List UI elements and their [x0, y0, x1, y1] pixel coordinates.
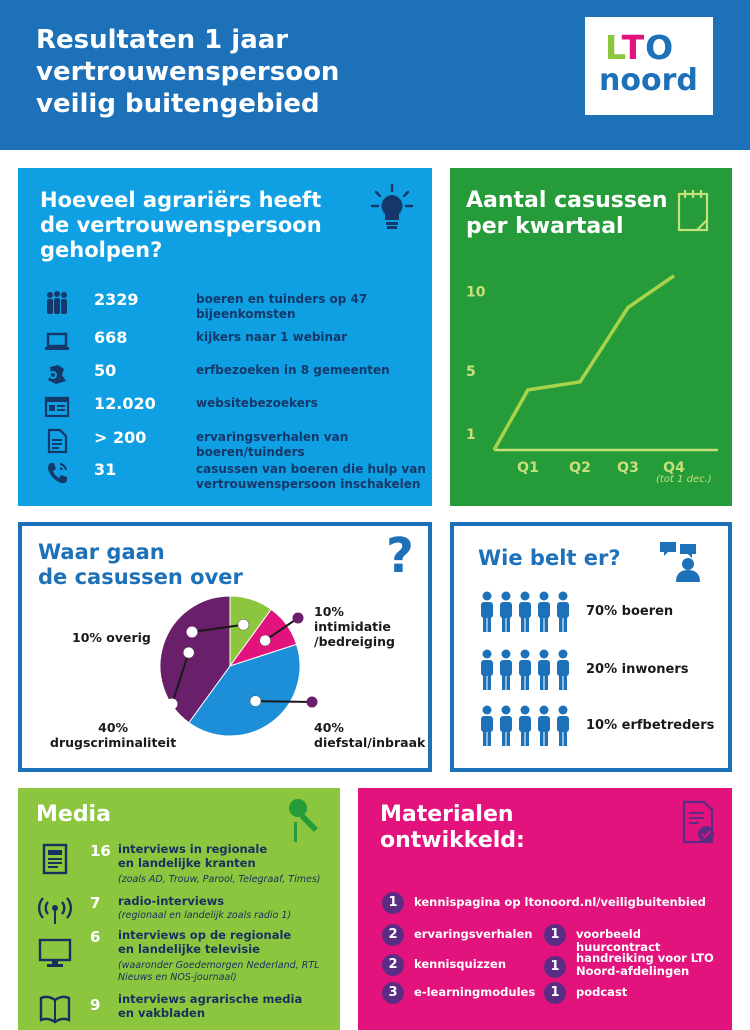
label-line: drugscriminaliteit [50, 735, 177, 750]
stat-text: ervaringsverhalen van boeren/tuinders [196, 430, 349, 459]
media-text [118, 842, 328, 870]
material-count: 2 [382, 924, 404, 946]
caller-row [476, 704, 728, 750]
title-line: per kwartaal [466, 214, 624, 239]
media-text [118, 928, 328, 956]
slice-label [314, 604, 395, 649]
laptop-icon [44, 328, 70, 354]
materials-title [380, 802, 525, 854]
stat-text: casussen van boeren die hulp van vertrouwenspersoon inschakelen [196, 462, 426, 491]
material-item [382, 982, 542, 1008]
person-figure [557, 592, 569, 633]
stat-row [38, 458, 428, 494]
person-figure [500, 706, 512, 747]
label-dot [307, 697, 318, 708]
title-line: Resultaten 1 jaar [36, 25, 289, 55]
title-line: Waar gaan [38, 540, 165, 564]
stat-number: 12.020 [94, 394, 156, 413]
microphone-icon [284, 796, 324, 844]
y-tick-label: 10 [466, 284, 486, 301]
title-line: Aantal casussen [466, 188, 668, 213]
caller-row [476, 648, 728, 694]
people-icon [476, 590, 576, 634]
helped-panel [18, 168, 432, 506]
phone-icon [44, 460, 70, 486]
media-text [118, 992, 328, 1020]
stat-row [38, 288, 428, 324]
label-dot [167, 699, 178, 710]
stat-row [38, 426, 428, 462]
label-dot [293, 613, 304, 624]
media-item [32, 992, 332, 1026]
lightbulb-icon [370, 182, 414, 232]
helped-title [40, 188, 322, 263]
title-line: geholpen? [40, 238, 163, 262]
person-figure [538, 592, 550, 633]
people-icon [476, 648, 576, 692]
radio-icon [38, 894, 72, 928]
media-item [32, 928, 332, 988]
label-line: /bedreiging [314, 634, 395, 649]
material-text: kennispagina op ltonoord.nl/veiligbuitenbied [414, 895, 706, 909]
topics-panel [18, 522, 432, 772]
material-item [544, 982, 724, 1008]
material-count: 1 [382, 892, 404, 914]
material-count: 1 [544, 982, 566, 1004]
document-icon [44, 428, 70, 454]
cases-per-quarter-panel [450, 168, 732, 506]
material-count: 1 [544, 956, 566, 978]
question-icon: ? [386, 528, 414, 584]
material-text: voorbeeld huurcontract [576, 927, 661, 954]
media-number: 7 [90, 894, 101, 912]
leader-line [256, 701, 312, 702]
title-line: vertrouwenspersoon [36, 57, 340, 87]
slice-dot [260, 635, 271, 646]
slice-dot [183, 647, 194, 658]
media-title: Media [36, 802, 111, 827]
slice-dot [250, 696, 261, 707]
person-figure [481, 592, 493, 633]
media-number: 9 [90, 996, 101, 1014]
person-figure [481, 706, 493, 747]
x-tick-label: Q3 [617, 460, 639, 476]
newspaper-icon [38, 842, 72, 876]
line-chart [450, 168, 732, 506]
person-figure [500, 650, 512, 691]
label-line: 40% [314, 720, 344, 735]
media-line: en landelijke televisie [118, 942, 260, 956]
caller-row [476, 590, 728, 636]
media-line: en landelijke kranten [118, 856, 256, 870]
x-tick-label: Q1 [517, 460, 539, 476]
media-panel [18, 788, 340, 1030]
page-title [36, 24, 456, 120]
website-icon [44, 394, 70, 420]
x-tick-label: Q2 [569, 460, 591, 476]
stat-row [38, 392, 428, 428]
title-line: de casussen over [38, 565, 243, 589]
media-number: 6 [90, 928, 101, 946]
label-dot [187, 627, 198, 638]
person-figure [519, 592, 531, 633]
media-line: en vakbladen [118, 1006, 206, 1020]
material-count: 1 [544, 924, 566, 946]
media-number: 16 [90, 842, 111, 860]
title-line: Hoeveel agrariërs heeft [40, 188, 322, 212]
slice-label [314, 720, 425, 750]
material-count: 3 [382, 982, 404, 1004]
material-item [382, 892, 722, 918]
stat-text: boeren en tuinders op 47 bijeenkomsten [196, 292, 368, 321]
stat-number: 2329 [94, 290, 139, 309]
lto-noord-logo [585, 17, 713, 115]
map-pin-icon [44, 361, 70, 387]
header [0, 0, 750, 150]
media-line: interviews in regionale [118, 842, 268, 856]
material-text: podcast [576, 985, 628, 999]
title-line: veilig buitengebied [36, 89, 320, 119]
chat-person-icon [658, 540, 706, 582]
label-line: diefstal/inbraak [314, 735, 426, 750]
caller-text: 20% inwoners [586, 662, 689, 677]
slice-label: 10% overig [72, 630, 151, 645]
person-figure [500, 592, 512, 633]
title-line: ontwikkeld: [380, 828, 525, 853]
material-item [544, 952, 724, 984]
people-icon [44, 290, 70, 316]
slice-label [50, 720, 176, 750]
media-sub: (regionaal en landelijk zoals radio 1) [118, 910, 292, 921]
material-count: 2 [382, 954, 404, 976]
material-item [544, 924, 724, 954]
people-icon [476, 704, 576, 748]
media-line: interviews agrarische media [118, 992, 303, 1006]
person-figure [481, 650, 493, 691]
material-text: handreiking voor LTO Noord-afdelingen [576, 951, 714, 978]
callers-title: Wie belt er? [478, 546, 621, 570]
stat-number: > 200 [94, 428, 147, 447]
y-tick-label: 5 [466, 363, 476, 380]
materials-panel [358, 788, 732, 1030]
stat-number: 31 [94, 460, 117, 479]
media-sub: (waaronder Goedemorgen Nederland, RTL Nieuws en NOS-journaal) [118, 960, 320, 983]
book-icon [38, 992, 72, 1026]
title-line: de vertrouwenspersoon [40, 213, 322, 237]
person-figure [557, 706, 569, 747]
callers-panel [450, 522, 732, 772]
series-line [494, 276, 674, 450]
stat-text: kijkers naar 1 webinar [196, 330, 348, 344]
caller-text: 10% erfbetreders [586, 718, 715, 733]
stat-text: erfbezoeken in 8 gemeenten [196, 363, 390, 377]
material-item [382, 954, 542, 980]
stat-number: 668 [94, 328, 128, 347]
y-tick-label: 1 [466, 427, 476, 444]
stat-row [38, 359, 428, 395]
person-figure [519, 650, 531, 691]
person-figure [519, 706, 531, 747]
television-icon [38, 936, 72, 970]
person-figure [557, 650, 569, 691]
stat-number: 50 [94, 361, 117, 380]
media-line: interviews op de regionale [118, 928, 292, 942]
caller-text: 70% boeren [586, 604, 674, 619]
material-text: ervaringsverhalen [414, 927, 533, 941]
x-tick-label: Q4 [663, 460, 685, 476]
stat-text: websitebezoekers [196, 396, 318, 410]
media-sub: (zoals AD, Trouw, Parool, Telegraaf, Times) [118, 874, 321, 885]
media-item [32, 842, 332, 890]
chart-note: (tot 1 dec.) [656, 474, 712, 485]
person-figure [538, 650, 550, 691]
material-text: kennisquizzen [414, 957, 507, 971]
certificate-icon [680, 800, 718, 848]
material-item [382, 924, 542, 950]
label-line: 40% [98, 720, 129, 735]
slice-dot [238, 619, 249, 630]
title-line: Materialen [380, 802, 514, 827]
stat-row [38, 326, 428, 362]
logo-top: LTO [605, 28, 675, 67]
label-line: intimidatie [314, 619, 391, 634]
label-line: 10% [314, 604, 344, 619]
logo-bottom: noord [599, 63, 698, 98]
media-text: radio-interviews [118, 894, 225, 908]
material-text: e-learningmodules [414, 985, 536, 999]
person-figure [538, 706, 550, 747]
media-item [32, 894, 332, 930]
